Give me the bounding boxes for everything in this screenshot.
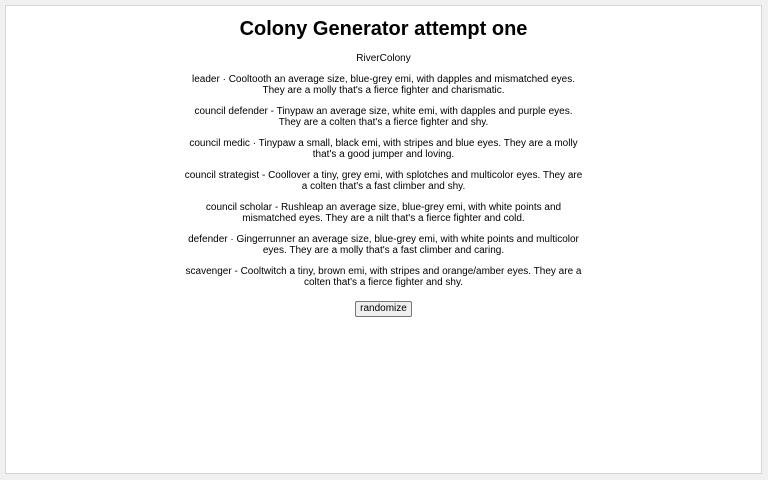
member-entry-council-defender	[184, 106, 584, 128]
member-description: Tinypaw a small, black emi, with stripes and blue eyes. They are a molly that's a good jumper and loving.	[258, 138, 578, 160]
role-separator: ·	[227, 234, 237, 245]
member-description: Cooltooth an average size, blue-grey emi, with dapples and mismatched eyes. They are a molly that's a fierce fighter and charismatic.	[228, 74, 575, 96]
member-role: council scholar	[205, 202, 273, 213]
member-role: leader	[191, 74, 220, 85]
member-role: council medic	[189, 138, 250, 149]
member-entry-scavenger	[184, 266, 584, 288]
colony-member-list	[6, 74, 761, 288]
page-title: Colony Generator attempt one	[239, 18, 528, 40]
member-entry-council-medic	[184, 138, 584, 160]
member-description: Rushleap an average size, blue-grey emi, with white points and mismatched eyes. They are a nilt that's a fierce fighter and cold.	[242, 202, 562, 224]
role-separator: -	[267, 106, 277, 117]
member-entry-council-strategist	[184, 170, 584, 192]
member-description: Tinypaw an average size, white emi, with dapples and purple eyes. They are a colten that's a fierce fighter and shy.	[276, 106, 573, 128]
member-role: council defender	[194, 106, 268, 117]
member-description: Gingerrunner an average size, blue-grey emi, with white points and multicolor eyes. They are a molly that's a fast climber and caring.	[236, 234, 579, 256]
member-role: council strategist	[184, 170, 260, 181]
member-role: defender	[188, 234, 228, 245]
role-separator: ·	[249, 138, 259, 149]
member-description: Cooltwitch a tiny, brown emi, with stripes and orange/amber eyes. They are a colten that's a fierce fighter and shy.	[240, 266, 582, 288]
member-entry-council-scholar	[184, 202, 584, 224]
member-entry-leader	[184, 74, 584, 96]
colony-name: RiverColony	[356, 53, 411, 64]
button-row	[6, 298, 761, 317]
role-separator: -	[259, 170, 269, 181]
role-separator: ·	[219, 74, 229, 85]
member-description: Coollover a tiny, grey emi, with splotches and multicolor eyes. They are a colten that's a fast climber and shy.	[268, 170, 583, 192]
page-container	[5, 5, 762, 474]
member-role: scavenger	[185, 266, 232, 277]
role-separator: -	[231, 266, 241, 277]
role-separator: -	[272, 202, 281, 213]
member-entry-defender	[184, 234, 584, 256]
randomize-button[interactable]: randomize	[355, 301, 412, 317]
